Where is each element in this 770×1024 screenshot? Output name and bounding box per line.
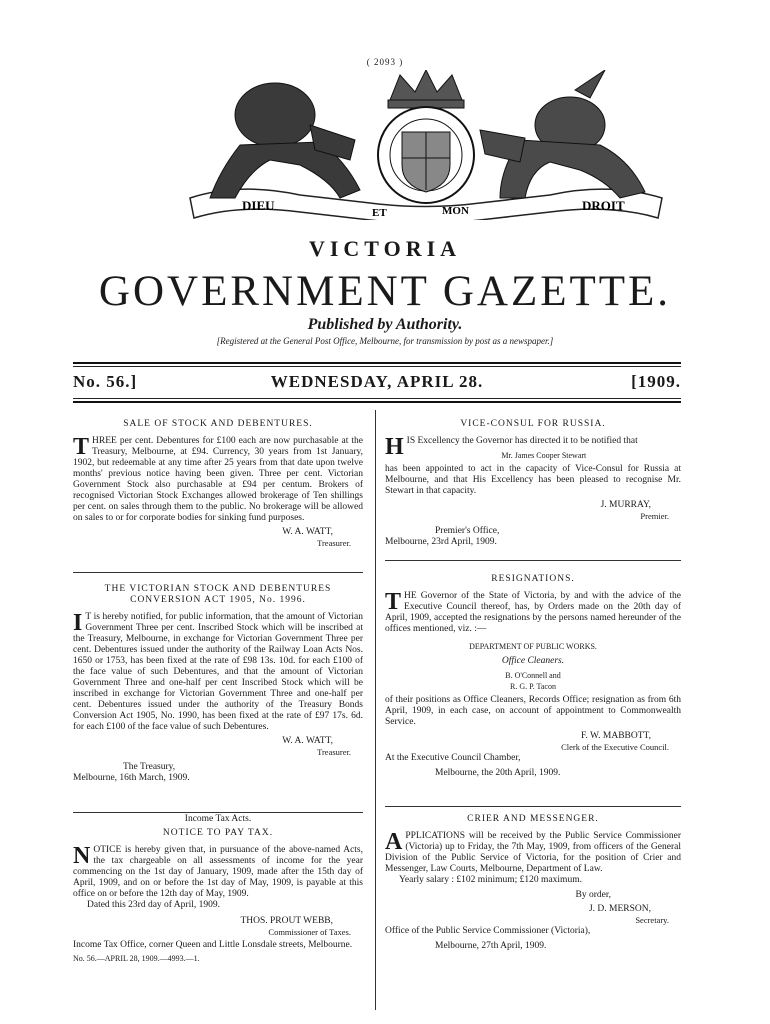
crown-icon [388,70,464,108]
drop-cap: T [385,589,402,615]
royal-coat-of-arms [180,70,672,220]
issue-year: [1909. [631,372,681,391]
rule-top-inner [73,366,681,367]
notice-heading: NOTICE TO PAY TAX. [162,828,274,838]
motto-text-mid: ET [372,207,387,219]
notice-body: PPLICATIONS will be received by the Public Service Commissioner (Victoria) up to Friday, the 7th May, 1909, from officers of the General Division of the Public Service of Victoria, for the position of Crier and Messenger, Law Courts, Melbourne, Department of Law. [385,831,681,874]
notice-office: Office of the Public Service Commissioner (Victoria), [385,926,591,936]
drop-cap: I [73,610,83,636]
column-divider [375,410,376,1010]
separator [73,812,363,813]
notice-date: Melbourne, 27th April, 1909. [435,941,547,951]
notice-date: Melbourne, 23rd April, 1909. [385,537,497,547]
office-title: Office Cleaners. [501,656,565,666]
notice-subheading: Income Tax Acts. [184,814,252,824]
masthead-title: GOVERNMENT GAZETTE. [98,268,672,315]
drop-cap: A [385,829,403,855]
rule-under-date [73,398,681,399]
notice-place: At the Executive Council Chamber, [385,753,521,763]
notice-office: Income Tax Office, corner Queen and Little Lonsdale streets, Melbourne. [73,940,353,950]
appointee-name: Mr. James Cooper Stewart [501,451,587,460]
notice-sale-of-stock [73,419,363,549]
notice-heading: VICE-CONSUL FOR RUSSIA. [460,419,606,429]
drop-cap: H [385,434,404,460]
notice-body: HE Governor of the State of Victoria, by and with the advice of the Executive Council thereof, has, by Orders made on the 20th day of April, 1909, accepted the resignations by the persons named hereunder of the offices mentioned, viz. :— [385,591,681,634]
drop-cap: T [73,434,90,460]
signature: W. A. WATT, [282,736,333,746]
notice-heading: THE VICTORIAN STOCK AND DEBENTURES CONVERSION ACT 1905, No. 1996. [104,584,332,605]
signature-role: Premier. [640,511,669,521]
notice-place: Premier's Office, [435,526,500,536]
signature-role: Treasurer. [317,747,351,757]
separator [385,560,681,561]
notice-date: Melbourne, the 20th April, 1909. [435,768,561,778]
signature: J. MURRAY, [600,500,651,510]
notice-resignations [385,574,681,779]
notice-heading: CRIER AND MESSENGER. [467,814,599,824]
drop-cap: N [73,843,91,869]
salary-line: Yearly salary : £102 minimum; £120 maximum. [399,875,582,885]
notice-stock-conversion [73,584,363,784]
issue-line [73,372,681,394]
lion-supporter [210,83,360,198]
issue-number: No. 56.] [73,372,138,391]
notice-body-continued: has been appointed to act in the capacity of Vice-Consul for Russia at Melbourne, and that His Excellency has been pleased to recognise Mr. Stewart in that capacity. [385,464,681,496]
registration-note: [Registered at the General Post Office, Melbourne, for transmission by post as a newspaper.] [216,336,554,346]
notice-heading: RESIGNATIONS. [491,574,575,584]
signature-role: Treasurer. [317,538,351,548]
notice-body: OTICE is hereby given that, in pursuance of the above-named Acts, the tax chargeable on all assessments of income for the year commencing on the 1st day of January, 1909, made after the 15th day of April, 1909, and on or before the 1st day of May, 1909, is payable at this office on or before the 12th day of May, 1909. [73,845,363,899]
signature-role: Secretary. [635,915,669,925]
masthead-state: VICTORIA [308,236,462,261]
notice-body-continued: of their positions as Office Cleaners, Records Office; resignation as from 6th April, 1909, in each case, on account of appointment to Commonwealth Service. [385,695,681,727]
notice-body: HREE per cent. Debentures for £100 each are now purchasable at the Treasury, Melbourne, at £94. Currency, 30 years from 1st January, 1902, but redeemable at any time after 25 years from that date upon twelve months' previous notice having been given. Three per cent. Victorian Government Stock also purchasable at £94 per centum. Brokers of recognised Victorian Stock Exchanges allowed brokerage of Ten shillings per cent. on sales through them to the public. No brokerage will be allowed on sales to or for corporate bodies for sinking fund purposes. [73,436,363,523]
notice-date: Melbourne, 16th March, 1909. [73,773,190,783]
notice-place: The Treasury, [123,762,176,772]
separator [73,572,363,573]
resignee-name: R. G. P. Tacon [510,682,556,691]
notice-pay-tax [73,814,363,964]
notice-body: IS Excellency the Governor has directed it to be notified that [406,436,638,446]
department-name: DEPARTMENT OF PUBLIC WORKS. [469,642,597,651]
motto-text-left: DIEU [242,198,275,213]
signature: W. A. WATT, [282,527,333,537]
motto-text-end: DROIT [582,198,625,213]
signature-role: Clerk of the Executive Council. [561,742,669,752]
notice-crier-messenger [385,814,681,952]
motto-text-right: MON [442,205,469,217]
unicorn-supporter [480,70,645,198]
notice-body: T is hereby notified, for public information, that the amount of Victorian Government Three per cent. Inscribed Stock which will be inscribed at the Treasury, Melbourne, in exchange for Victorian Government Three per cent. Debentures issued under the authority of the Railway Loan Acts Nos. 1650 or 1753, has been fixed at the rate of £98 13s. 10d. for each £100 of the face value of such Debentures, and that the amount of Victorian Government Three and one-half per cent Inscribed Stock which will be inscribed in exchange for Victorian Government Three and one-half per cent. Debentures issued under the authority of the Treasury Bonds Conversion Act 1905, No. 1990, has been fixed at the rate of £97 17s. 6d. for each £100 of the face value of such Debentures. [73,612,363,732]
notice-heading: SALE OF STOCK AND DEBENTURES. [123,419,313,429]
notice-dated: Dated this 23rd day of April, 1909. [87,900,220,910]
resignee-name: B. O'Connell and [505,671,561,680]
separator [385,806,681,807]
notice-vice-consul [385,419,681,548]
signature: F. W. MABBOTT, [580,731,651,741]
rule-under-date-thick [73,401,681,403]
page-number: ( 2093 ) [366,57,404,67]
signature: THOS. PROUT WEBB, [240,916,333,926]
rule-top [73,362,681,364]
signature: J. D. MERSON, [588,904,651,914]
published-by-authority: Published by Authority. [307,316,463,333]
page-footer: No. 56.—APRIL 28, 1909.—4993.—1. [73,954,200,963]
signature-role: Commissioner of Taxes. [268,927,351,937]
issue-date: WEDNESDAY, APRIL 28. [270,372,484,391]
order-line: By order, [575,890,611,900]
